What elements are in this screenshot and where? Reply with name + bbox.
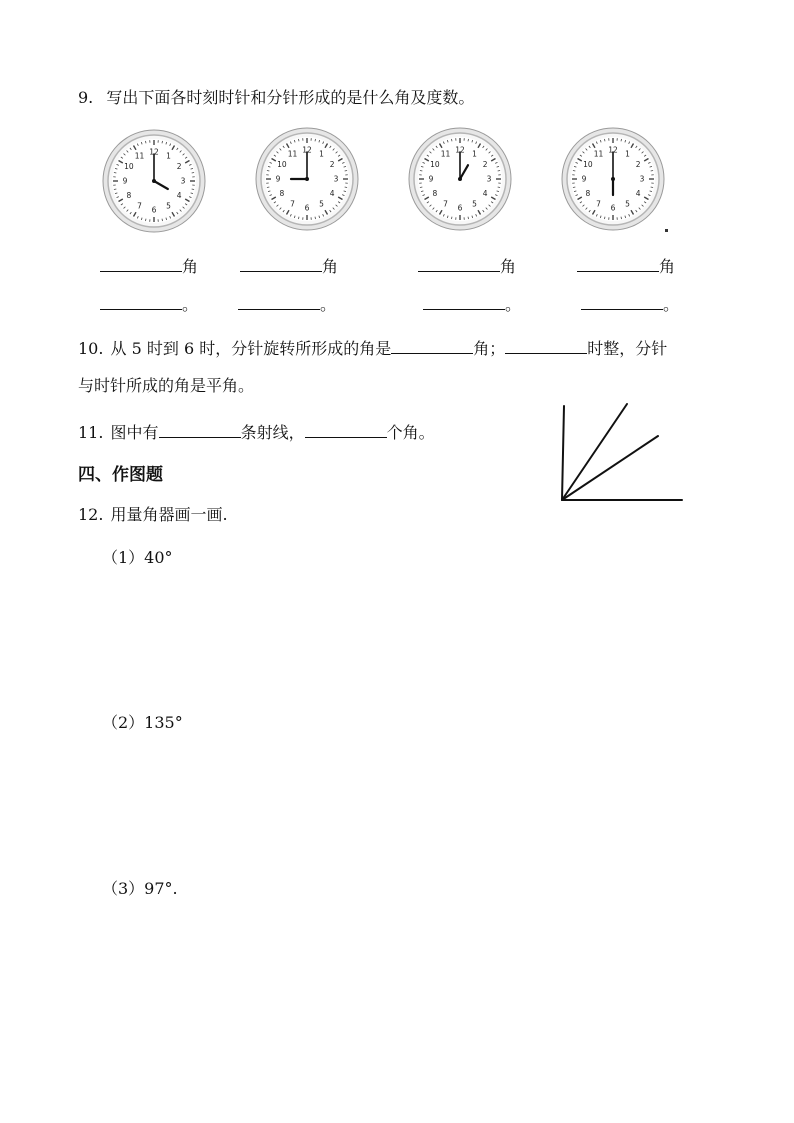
clock-number: 11 [440,149,451,159]
clock-number: 7 [443,199,448,209]
clock-1 [102,129,206,233]
answer-angle-2 [240,254,338,277]
clock-tick [345,187,347,188]
clock-number: 11 [134,151,145,161]
answer-blank[interactable] [159,421,241,438]
clock-tick [621,217,622,219]
clock-tick [468,217,469,219]
clock-tick [498,187,500,188]
answer-blank[interactable] [581,293,663,310]
clock-tick [298,217,299,219]
clock-number: 11 [593,149,604,159]
clock-2 [255,127,359,231]
clock-number: 6 [304,203,310,213]
clock-number: 9 [581,174,587,184]
rays-figure [550,398,690,512]
question-12 [78,505,228,525]
answer-degree-1 [100,292,198,315]
clock-number: 7 [137,201,142,211]
clock-tick [315,139,316,141]
clock-number: 10 [277,160,287,169]
clock-tick [451,217,452,219]
clock-number: 5 [625,199,630,209]
clock-number: 3 [180,176,186,186]
clock-tick [162,141,163,143]
clock-number: 12 [302,145,312,155]
clock-number: 5 [319,199,324,209]
clock-tick [114,189,116,190]
clock-number: 3 [639,174,645,184]
clock-tick [451,139,452,141]
answer-angle-3 [418,254,516,277]
question-9 [78,88,474,108]
answer-blank[interactable] [577,255,659,272]
clock-number: 1 [319,149,324,159]
question-number: 10. [78,339,104,358]
clock-tick [573,187,575,188]
question-text: 图中有 [110,423,159,442]
clock-tick [651,187,653,188]
clock-tick [420,187,422,188]
clock-number: 2 [329,160,335,169]
clock-number: 1 [625,149,630,159]
clock-tick [345,170,347,171]
clock-number: 4 [482,189,488,198]
answer-blank[interactable] [418,255,500,272]
clock-number: 4 [329,189,335,198]
clock-tick [298,139,299,141]
question-text: 用量角器画一画. [110,505,228,524]
clock-number: 11 [287,149,298,159]
clock-tick [420,170,422,171]
clock-tick [468,139,469,141]
clock-number: 9 [428,174,434,184]
angle-suffix: 角 [500,257,517,276]
question-text: 从 5 时到 6 时，分针旋转所形成的角是 [110,339,392,358]
clock-number: 2 [635,160,641,169]
answer-blank[interactable] [100,293,182,310]
section-title: 四、作图题 [78,465,163,485]
degree-suffix: 。 [320,295,337,314]
question-text: 写出下面各时刻时针和分针形成的是什么角及度数。 [106,88,475,107]
clock-number: 8 [585,189,591,198]
clock-tick [267,170,269,171]
answer-blank[interactable] [391,337,473,354]
draw-item-3: （3）97°. [102,879,178,898]
clock-number: 8 [126,191,132,200]
clock-tick [192,172,194,173]
clock-tick [192,189,194,190]
clock-tick [162,219,163,221]
angle-suffix: 角 [659,257,676,276]
clock-tick [621,139,622,141]
clock-tick [498,170,500,171]
clock-number: 3 [486,174,492,184]
ray-mid [562,436,658,500]
question-11 [78,421,435,443]
angle-suffix: 角 [322,257,339,276]
clock-number: 12 [455,145,465,155]
clock-number: 10 [124,162,134,171]
clock-number: 2 [482,160,488,169]
answer-blank[interactable] [423,293,505,310]
clock-number: 4 [635,189,641,198]
degree-suffix: 。 [182,295,199,314]
clock-number: 7 [596,199,601,209]
answer-degree-3 [423,292,521,315]
clock-number: 10 [430,160,440,169]
draw-item-1: （1）40° [102,548,173,567]
clock-number: 8 [279,189,285,198]
clock-tick [315,217,316,219]
clock-number: 3 [333,174,339,184]
question-10 [78,337,667,359]
clock-number: 12 [608,145,618,155]
clock-tick [145,219,146,221]
clock-tick [114,172,116,173]
question-10-line2: 与时针所成的角是平角。 [78,376,255,395]
clock-number: 1 [166,151,171,161]
answer-blank[interactable] [238,293,320,310]
clock-tick [267,187,269,188]
clock-number: 2 [176,162,182,171]
clock-center [152,179,156,183]
ray-steep [562,404,627,500]
clock-number: 4 [176,191,182,200]
answer-angle-1 [100,254,198,277]
clock-tick [145,141,146,143]
clock-tick [573,170,575,171]
clock-4 [561,127,665,231]
answer-blank[interactable] [505,337,587,354]
clock-number: 12 [149,147,159,157]
answer-blank[interactable] [100,255,182,272]
answer-blank[interactable] [240,255,322,272]
clock-center [305,177,309,181]
clock-number: 7 [290,199,295,209]
clock-number: 5 [166,201,171,211]
question-text: 时整，分针 [587,339,668,358]
question-number: 12. [78,505,104,524]
clock-tick [651,170,653,171]
degree-suffix: 。 [663,295,680,314]
clock-center [611,177,615,181]
answer-degree-2 [238,292,336,315]
ray-vertical [562,406,564,500]
angle-suffix: 角 [182,257,199,276]
clock-number: 9 [122,176,128,186]
clock-number: 10 [583,160,593,169]
degree-suffix: 。 [505,295,522,314]
clock-number: 1 [472,149,477,159]
clock-center [458,177,462,181]
clock-number: 5 [472,199,477,209]
clock-number: 6 [457,203,463,213]
clock-number: 8 [432,189,438,198]
answer-angle-4 [577,254,675,277]
question-number: 9. [78,88,94,107]
answer-degree-4 [581,292,679,315]
stray-mark [665,229,668,232]
clock-tick [604,139,605,141]
draw-item-2: （2）135° [102,713,183,732]
clock-number: 9 [275,174,281,184]
question-number: 11. [78,423,104,442]
answer-blank[interactable] [305,421,387,438]
question-text: 个角。 [386,423,435,442]
clock-tick [604,217,605,219]
clock-number: 6 [151,205,157,215]
question-text: 条射线， [240,423,305,442]
clock-number: 6 [610,203,616,213]
clock-3 [408,127,512,231]
question-text: 角； [473,339,506,358]
